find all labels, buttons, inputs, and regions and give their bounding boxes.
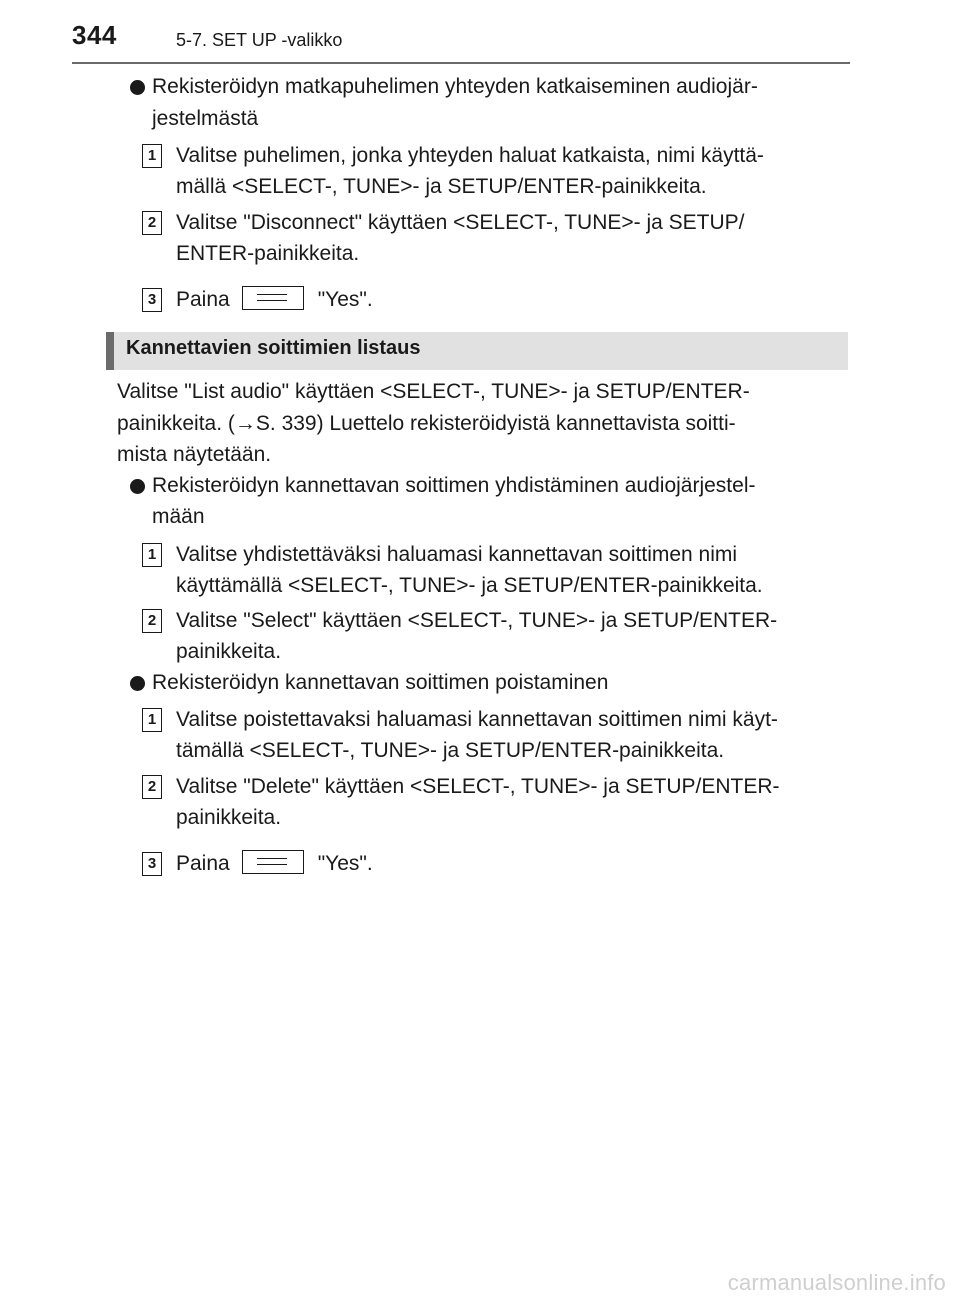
section-heading-accent: [106, 332, 114, 370]
bullet-heading-cont: mään: [152, 505, 205, 528]
step-text-line: Paina "Yes".: [176, 288, 373, 311]
step-number: 2: [142, 211, 162, 235]
bullet-dot: [130, 80, 145, 95]
step-number: 3: [142, 288, 162, 312]
step-text-line: ENTER-painikkeita.: [176, 242, 360, 265]
hang-up-key-icon: [242, 286, 304, 310]
step-number: 1: [142, 708, 162, 732]
bullet-heading: Rekisteröidyn kannettavan soittimen yhdistäminen audiojärjestel-: [152, 474, 756, 497]
step-text-line: käyttämällä <SELECT-, TUNE>- ja SETUP/ENTER-painikkeita.: [176, 574, 763, 597]
section-heading-bar: [106, 332, 848, 370]
step-number: 3: [142, 852, 162, 876]
step-text-line: painikkeita.: [176, 640, 282, 663]
step-text-line: Valitse puhelimen, jonka yhteyden haluat katkaista, nimi käyttä-: [176, 144, 764, 167]
step-number: 1: [142, 543, 162, 567]
step-text-line: Valitse poistettavaksi haluamasi kannettavan soittimen nimi käyt-: [176, 708, 778, 731]
header-rule: [72, 62, 850, 64]
page-header: [0, 0, 960, 60]
step-text-line: Valitse "Delete" käyttäen <SELECT-, TUNE>- ja SETUP/ENTER-: [176, 775, 780, 798]
intro-line: painikkeita. (→S. 339) Luettelo rekisteröidyistä kannettavista soitti-: [117, 412, 736, 435]
bullet-heading: Rekisteröidyn kannettavan soittimen poistaminen: [152, 671, 609, 694]
step-text-line: Valitse yhdistettäväksi haluamasi kannettavan soittimen nimi: [176, 543, 738, 566]
watermark: carmanualsonline.info: [727, 1270, 946, 1295]
page-number: 344: [72, 20, 117, 50]
section-reference: 5-7. SET UP -valikko: [176, 30, 343, 50]
bullet-dot: [130, 676, 145, 691]
intro-line: Valitse "List audio" käyttäen <SELECT-, TUNE>- ja SETUP/ENTER-: [117, 380, 750, 403]
hang-up-key-icon: [242, 850, 304, 874]
step-text-line: Paina "Yes".: [176, 852, 373, 875]
bullet-dot: [130, 479, 145, 494]
intro-line: mista näytetään.: [117, 443, 272, 466]
step-text-line: tämällä <SELECT-, TUNE>- ja SETUP/ENTER-painikkeita.: [176, 739, 725, 762]
bullet-heading-cont: jestelmästä: [152, 107, 259, 130]
step-number: 2: [142, 609, 162, 633]
step-number: 2: [142, 775, 162, 799]
section-heading: Kannettavien soittimien listaus: [126, 337, 421, 359]
step-text-line: painikkeita.: [176, 806, 282, 829]
step-text-line: Valitse "Disconnect" käyttäen <SELECT-, TUNE>- ja SETUP/: [176, 211, 745, 234]
bullet-heading: Rekisteröidyn matkapuhelimen yhteyden katkaiseminen audiojär-: [152, 75, 758, 98]
cross-reference-arrow: →: [234, 412, 256, 435]
step-text-line: mällä <SELECT-, TUNE>- ja SETUP/ENTER-painikkeita.: [176, 175, 707, 198]
step-number: 1: [142, 144, 162, 168]
step-text-line: Valitse "Select" käyttäen <SELECT-, TUNE>- ja SETUP/ENTER-: [176, 609, 778, 632]
